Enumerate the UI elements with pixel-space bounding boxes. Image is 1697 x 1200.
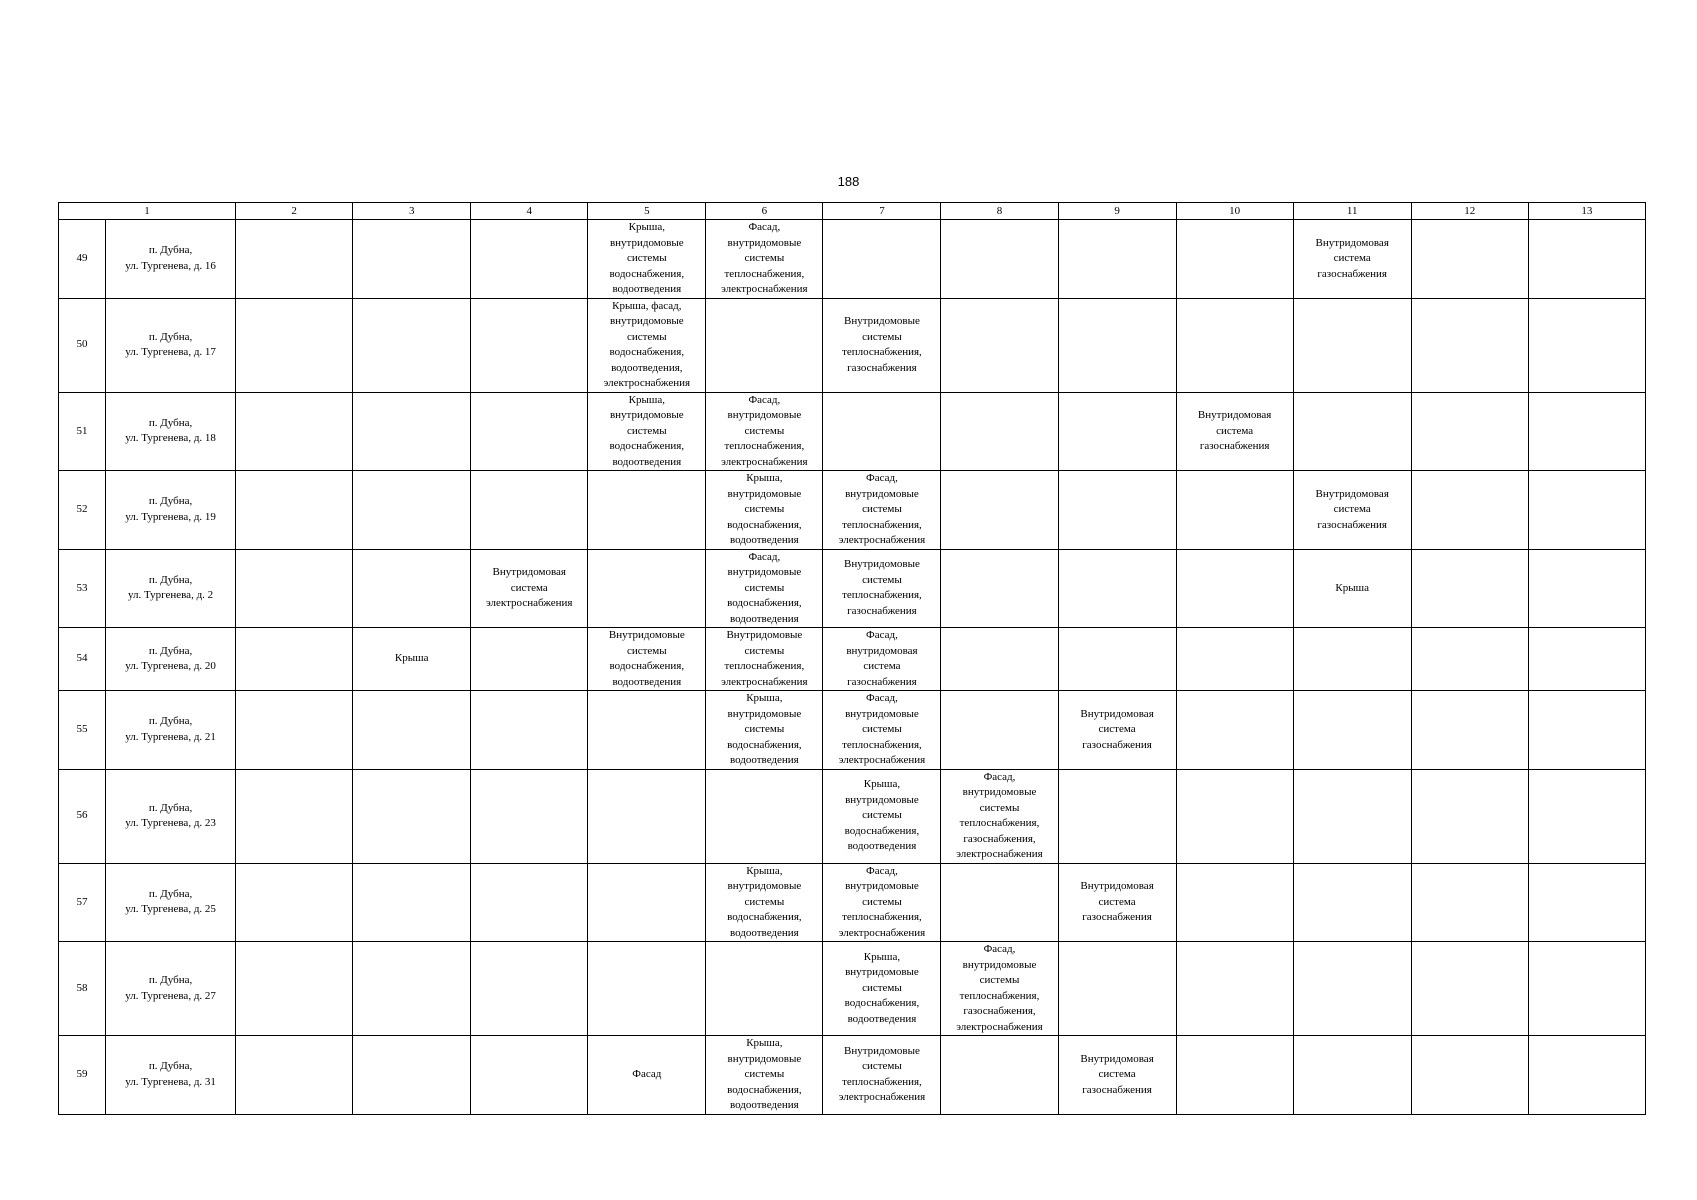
work-cell: [1528, 392, 1645, 471]
work-text: Внутридомовая система газоснабжения: [1080, 1052, 1154, 1096]
work-text: Внутридомовые системы теплоснабжения, электроснабжения: [838, 1044, 926, 1104]
work-cell: [1411, 628, 1528, 691]
work-cell: [236, 392, 353, 471]
work-cell: [1528, 471, 1645, 550]
work-text: Фасад, внутридомовые системы водоснабжения, водоотведения: [727, 550, 802, 625]
work-text: Внутридомовые системы теплоснабжения, электроснабжения: [721, 629, 808, 688]
work-cell: [353, 298, 471, 392]
work-cell: [353, 691, 471, 770]
work-cell: [471, 220, 588, 299]
table-body: [59, 220, 1646, 1115]
work-cell: [588, 942, 706, 1036]
row-number: 50: [59, 298, 106, 392]
work-cell: [1176, 863, 1293, 942]
work-cell: [941, 549, 1058, 628]
work-cell: [471, 691, 588, 770]
work-cell: [1176, 298, 1293, 392]
work-cell: [1058, 1036, 1176, 1115]
work-cell: [1058, 220, 1176, 299]
work-cell: [706, 298, 823, 392]
work-cell: [823, 628, 941, 691]
work-cell: [353, 1036, 471, 1115]
work-text: Фасад, внутридомовая система газоснабжения: [846, 629, 918, 688]
work-cell: [353, 392, 471, 471]
address-cell: [106, 392, 236, 471]
work-cell: [236, 220, 353, 299]
address-text: п. Дубна, ул. Тургенева, д. 27: [125, 974, 216, 1002]
work-cell: [941, 392, 1058, 471]
address-text: п. Дубна, ул. Тургенева, д. 19: [125, 495, 216, 523]
work-cell: [353, 628, 471, 691]
work-cell: [236, 298, 353, 392]
work-cell: [1058, 942, 1176, 1036]
work-cell: [1058, 691, 1176, 770]
work-cell: [706, 769, 823, 863]
work-cell: [236, 863, 353, 942]
work-cell: [471, 392, 588, 471]
work-cell: [353, 471, 471, 550]
table-row: [59, 549, 1646, 628]
work-text: Крыша, внутридомовые системы водоснабжения, водоотведения: [609, 221, 685, 295]
address-text: п. Дубна, ул. Тургенева, д. 25: [125, 887, 216, 916]
column-header: 1: [59, 203, 236, 220]
work-cell: [1058, 549, 1176, 628]
work-cell: [1293, 942, 1411, 1036]
work-cell: [823, 691, 941, 770]
work-text: Фасад, внутридомовые системы теплоснабжения, газоснабжения, электроснабжения: [956, 943, 1043, 1033]
work-cell: [823, 220, 941, 299]
work-cell: [588, 298, 706, 392]
work-text: Внутридомовая система газоснабжения: [1197, 409, 1272, 452]
work-cell: [471, 471, 588, 550]
work-cell: [353, 549, 471, 628]
column-number-row: [59, 203, 1646, 220]
work-cell: [1293, 628, 1411, 691]
work-cell: [353, 942, 471, 1036]
address-cell: [106, 549, 236, 628]
work-cell: [588, 863, 706, 942]
work-text: Крыша, внутридомовые системы водоснабжения, водоотведения: [727, 472, 802, 546]
work-text: Внутридомовая система электроснабжения: [486, 566, 573, 609]
row-number: 52: [59, 471, 106, 550]
work-cell: [706, 942, 823, 1036]
work-cell: [588, 392, 706, 471]
address-text: п. Дубна, ул. Тургенева, д. 17: [125, 330, 216, 358]
work-cell: [1528, 549, 1645, 628]
address-cell: [106, 471, 236, 550]
table-row: [59, 471, 1646, 550]
row-number: 58: [59, 942, 106, 1036]
work-cell: [706, 691, 823, 770]
address-cell: [106, 1036, 236, 1115]
work-cell: [1176, 628, 1293, 691]
work-cell: [823, 549, 941, 628]
address-cell: [106, 220, 236, 299]
work-cell: [1293, 1036, 1411, 1115]
address-text: п. Дубна, ул. Тургенева, д. 20: [125, 644, 216, 672]
work-cell: [1528, 298, 1645, 392]
work-text: Фасад, внутридомовые системы теплоснабжения, электроснабжения: [838, 472, 926, 546]
work-cell: [1058, 628, 1176, 691]
work-text: Фасад, внутридомовые системы теплоснабжения, электроснабжения: [838, 692, 926, 766]
table-row: [59, 220, 1646, 299]
work-cell: [1176, 769, 1293, 863]
work-cell: [588, 549, 706, 628]
work-cell: [941, 942, 1058, 1036]
work-text: Фасад, внутридомовые системы теплоснабжения, электроснабжения: [721, 393, 808, 468]
work-cell: [471, 942, 588, 1036]
work-text: Крыша, внутридомовые системы водоснабжения, водоотведения: [727, 692, 802, 766]
work-text: Крыша: [394, 652, 429, 665]
work-text: Крыша, фасад, внутридомовые системы водоснабжения, водоотведения, электроснабжения: [603, 299, 691, 389]
address-text: п. Дубна, ул. Тургенева, д. 21: [125, 715, 216, 743]
work-cell: [471, 549, 588, 628]
column-header: 3: [353, 203, 471, 220]
work-cell: [823, 769, 941, 863]
work-cell: [823, 471, 941, 550]
row-number: 59: [59, 1036, 106, 1115]
work-cell: [1293, 691, 1411, 770]
work-cell: [941, 769, 1058, 863]
work-cell: [1058, 298, 1176, 392]
address-cell: [106, 769, 236, 863]
work-cell: [1411, 298, 1528, 392]
address-cell: [106, 298, 236, 392]
address-cell: [106, 691, 236, 770]
work-cell: [1293, 471, 1411, 550]
table-row: [59, 298, 1646, 392]
work-text: Крыша, внутридомовые системы водоснабжения, водоотведения: [844, 778, 920, 853]
work-cell: [236, 628, 353, 691]
work-text: Крыша, внутридомовые системы водоснабжения, водоотведения: [844, 950, 920, 1025]
row-number: 53: [59, 549, 106, 628]
work-cell: [1293, 769, 1411, 863]
work-cell: [588, 769, 706, 863]
work-cell: [1528, 220, 1645, 299]
work-cell: [1293, 392, 1411, 471]
work-text: Внутридомовая система газоснабжения: [1315, 236, 1389, 280]
address-text: п. Дубна, ул. Тургенева, д. 16: [125, 244, 216, 272]
work-text: Крыша, внутридомовые системы водоснабжения, водоотведения: [609, 393, 685, 468]
address-cell: [106, 863, 236, 942]
work-cell: [588, 691, 706, 770]
work-cell: [941, 298, 1058, 392]
work-text: Внутридомовые системы водоснабжения, водоотведения: [608, 629, 685, 688]
work-cell: [236, 691, 353, 770]
work-text: Крыша, внутридомовые системы водоснабжения, водоотведения: [727, 1037, 802, 1111]
work-text: Внутридомовые системы теплоснабжения, газоснабжения: [842, 315, 922, 374]
column-header: 10: [1176, 203, 1293, 220]
work-text: Внутридомовая система газоснабжения: [1080, 880, 1154, 923]
address-text: п. Дубна, ул. Тургенева, д. 23: [125, 801, 216, 829]
row-number: 57: [59, 863, 106, 942]
work-cell: [823, 392, 941, 471]
work-cell: [471, 298, 588, 392]
work-cell: [941, 628, 1058, 691]
table-row: [59, 628, 1646, 691]
work-cell: [1293, 220, 1411, 299]
work-cell: [1411, 471, 1528, 550]
address-cell: [106, 942, 236, 1036]
work-cell: [1411, 392, 1528, 471]
work-text: Крыша: [1335, 581, 1369, 594]
column-header: 9: [1058, 203, 1176, 220]
work-cell: [706, 471, 823, 550]
schedule-table: [58, 202, 1646, 1115]
work-cell: [236, 471, 353, 550]
work-text: Внутридомовые системы теплоснабжения, газоснабжения: [842, 558, 922, 617]
work-cell: [1176, 392, 1293, 471]
work-text: Фасад, внутридомовые системы теплоснабжения, газоснабжения, электроснабжения: [956, 770, 1043, 860]
work-text: Внутридомовая система газоснабжения: [1315, 487, 1389, 531]
work-cell: [471, 769, 588, 863]
work-cell: [1176, 691, 1293, 770]
column-header: 2: [236, 203, 353, 220]
work-cell: [1058, 769, 1176, 863]
address-text: п. Дубна, ул. Тургенева, д. 18: [125, 416, 216, 445]
table-row: [59, 942, 1646, 1036]
column-header: 4: [471, 203, 588, 220]
work-cell: [823, 298, 941, 392]
work-cell: [588, 1036, 706, 1115]
work-cell: [823, 1036, 941, 1115]
work-cell: [706, 863, 823, 942]
row-number: 51: [59, 392, 106, 471]
work-cell: [941, 691, 1058, 770]
work-cell: [1528, 691, 1645, 770]
table-row: [59, 769, 1646, 863]
work-cell: [1176, 471, 1293, 550]
work-text: Фасад: [632, 1068, 662, 1080]
work-cell: [1528, 863, 1645, 942]
work-cell: [941, 863, 1058, 942]
work-cell: [706, 392, 823, 471]
column-header: 11: [1293, 203, 1411, 220]
work-cell: [823, 942, 941, 1036]
address-text: п. Дубна, ул. Тургенева, д. 31: [125, 1060, 216, 1088]
work-cell: [1293, 549, 1411, 628]
work-cell: [1058, 471, 1176, 550]
work-cell: [941, 1036, 1058, 1115]
work-cell: [1528, 942, 1645, 1036]
work-cell: [1293, 298, 1411, 392]
work-text: Фасад, внутридомовые системы теплоснабжения, электроснабжения: [838, 864, 926, 939]
column-header: 13: [1528, 203, 1645, 220]
column-header: 5: [588, 203, 706, 220]
work-cell: [236, 942, 353, 1036]
work-text: Внутридомовая система газоснабжения: [1080, 707, 1154, 751]
work-cell: [1411, 220, 1528, 299]
work-cell: [1411, 1036, 1528, 1115]
work-cell: [353, 220, 471, 299]
address-cell: [106, 628, 236, 691]
work-cell: [1176, 1036, 1293, 1115]
work-cell: [1528, 628, 1645, 691]
work-cell: [236, 549, 353, 628]
work-cell: [1411, 942, 1528, 1036]
work-cell: [1058, 863, 1176, 942]
work-text: Фасад, внутридомовые системы теплоснабжения, электроснабжения: [721, 221, 808, 295]
table-row: [59, 1036, 1646, 1115]
column-header: 12: [1411, 203, 1528, 220]
work-cell: [1293, 863, 1411, 942]
work-cell: [1176, 549, 1293, 628]
work-cell: [588, 220, 706, 299]
row-number: 55: [59, 691, 106, 770]
work-cell: [471, 863, 588, 942]
work-cell: [353, 769, 471, 863]
work-cell: [236, 769, 353, 863]
work-cell: [588, 628, 706, 691]
work-cell: [471, 628, 588, 691]
row-number: 54: [59, 628, 106, 691]
table-row: [59, 392, 1646, 471]
column-header: 8: [941, 203, 1058, 220]
work-cell: [706, 1036, 823, 1115]
work-cell: [706, 549, 823, 628]
work-cell: [236, 1036, 353, 1115]
address-text: п. Дубна, ул. Тургенева, д. 2: [127, 573, 214, 602]
column-header: 7: [823, 203, 941, 220]
row-number: 49: [59, 220, 106, 299]
page-number: 188: [837, 174, 860, 189]
work-cell: [706, 220, 823, 299]
column-header: 6: [706, 203, 823, 220]
table-row: [59, 863, 1646, 942]
work-cell: [1528, 1036, 1645, 1115]
work-cell: [1176, 942, 1293, 1036]
work-cell: [1411, 769, 1528, 863]
table-row: [59, 691, 1646, 770]
work-cell: [706, 628, 823, 691]
work-cell: [1058, 392, 1176, 471]
work-cell: [1176, 220, 1293, 299]
work-cell: [1411, 863, 1528, 942]
work-cell: [1411, 691, 1528, 770]
work-cell: [823, 863, 941, 942]
work-cell: [471, 1036, 588, 1115]
work-cell: [1528, 769, 1645, 863]
work-cell: [588, 471, 706, 550]
work-cell: [941, 471, 1058, 550]
row-number: 56: [59, 769, 106, 863]
work-text: Крыша, внутридомовые системы водоснабжения, водоотведения: [727, 864, 802, 939]
work-cell: [941, 220, 1058, 299]
work-cell: [1411, 549, 1528, 628]
work-cell: [353, 863, 471, 942]
